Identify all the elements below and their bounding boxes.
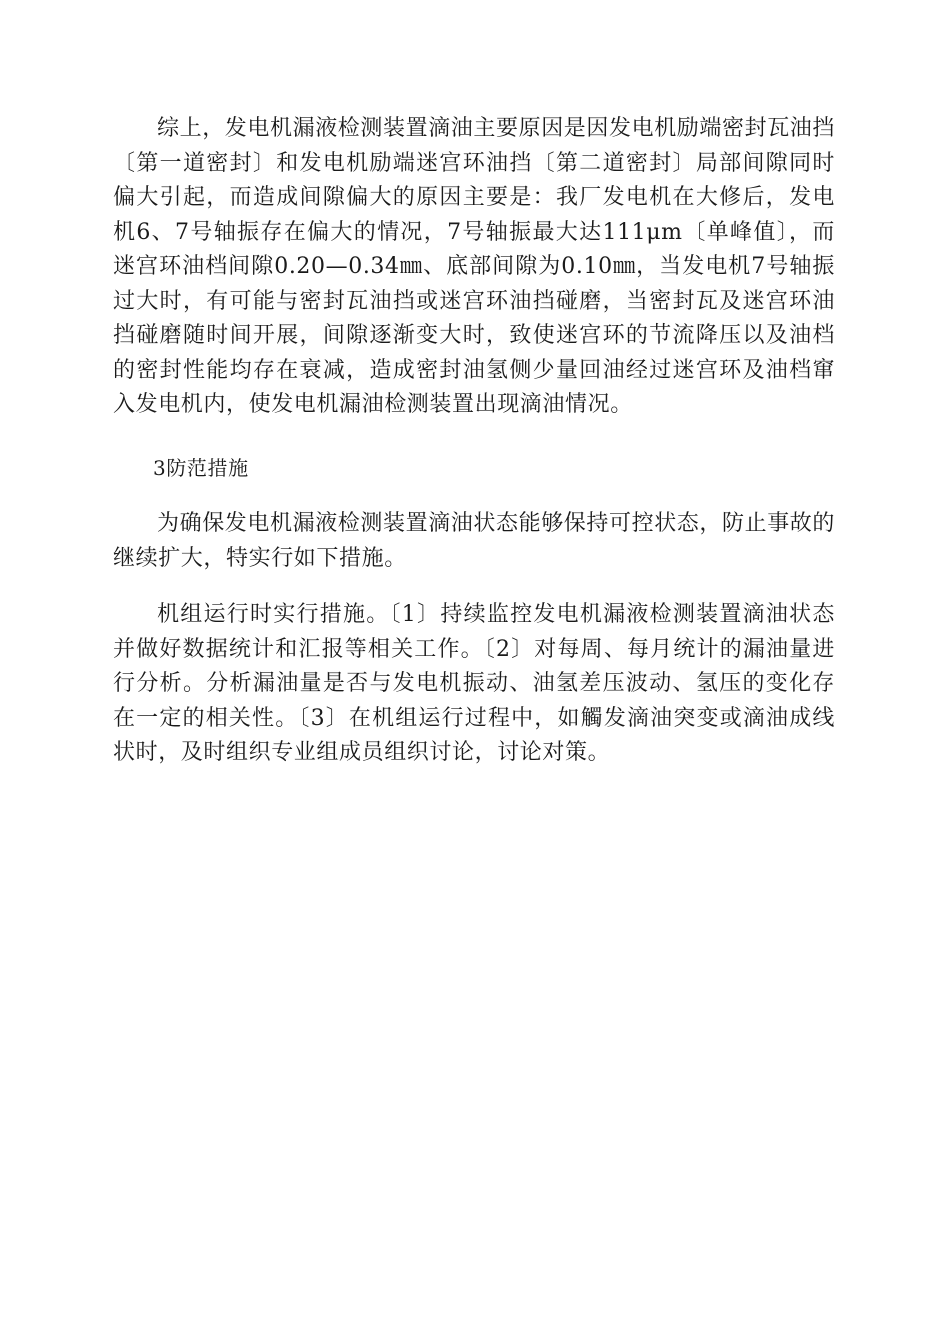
paragraph-measures-detail: 机组运行时实行措施。〔1〕持续监控发电机漏液检测装置滴油状态并做好数据统计和汇报等相关工作。〔2〕对每周、每月统计的漏油量进行分析。分析漏油量是否与发电机振动、油氢差压波动、氢压的变化存在一定的相关性。〔3〕在机组运行过程中，如觸发滴油突变或滴油成线状时，及时组织专业组成员组织讨论，讨论对策。 xyxy=(113,602,835,765)
document-page xyxy=(113,112,835,771)
paragraph-conclusion: 综上，发电机漏液检测装置滴油主要原因是因发电机励端密封瓦油挡〔第一道密封〕和发电机励端迷宫环油挡〔第二道密封〕局部间隙同时偏大引起，而造成间隙偏大的原因主要是：我厂发电机在大修后，发电机6、7号轴振存在偏大的情况，7号轴振最大达111μm〔单峰值〕，而迷宫环油档间隙0.20—0.34㎜、底部间隙为0.10㎜，当发电机7号轴振过大时，有可能与密封瓦油挡或迷宫环油挡碰磨，当密封瓦及迷宫环油挡碰磨随时间开展，间隙逐渐变大时，致使迷宫环的节流降压以及油档的密封性能均存在衰减，造成密封油氢侧少量回油经过迷宫环及油档窜入发电机内，使发电机漏油检测装置出现滴油情况。 xyxy=(113,116,836,417)
section-heading: 3防范措施 xyxy=(153,455,249,480)
paragraph-measures-intro: 为确保发电机漏液检测装置滴油状态能够保持可控状态，防止事故的继续扩大，特实行如下措施。 xyxy=(113,511,836,571)
